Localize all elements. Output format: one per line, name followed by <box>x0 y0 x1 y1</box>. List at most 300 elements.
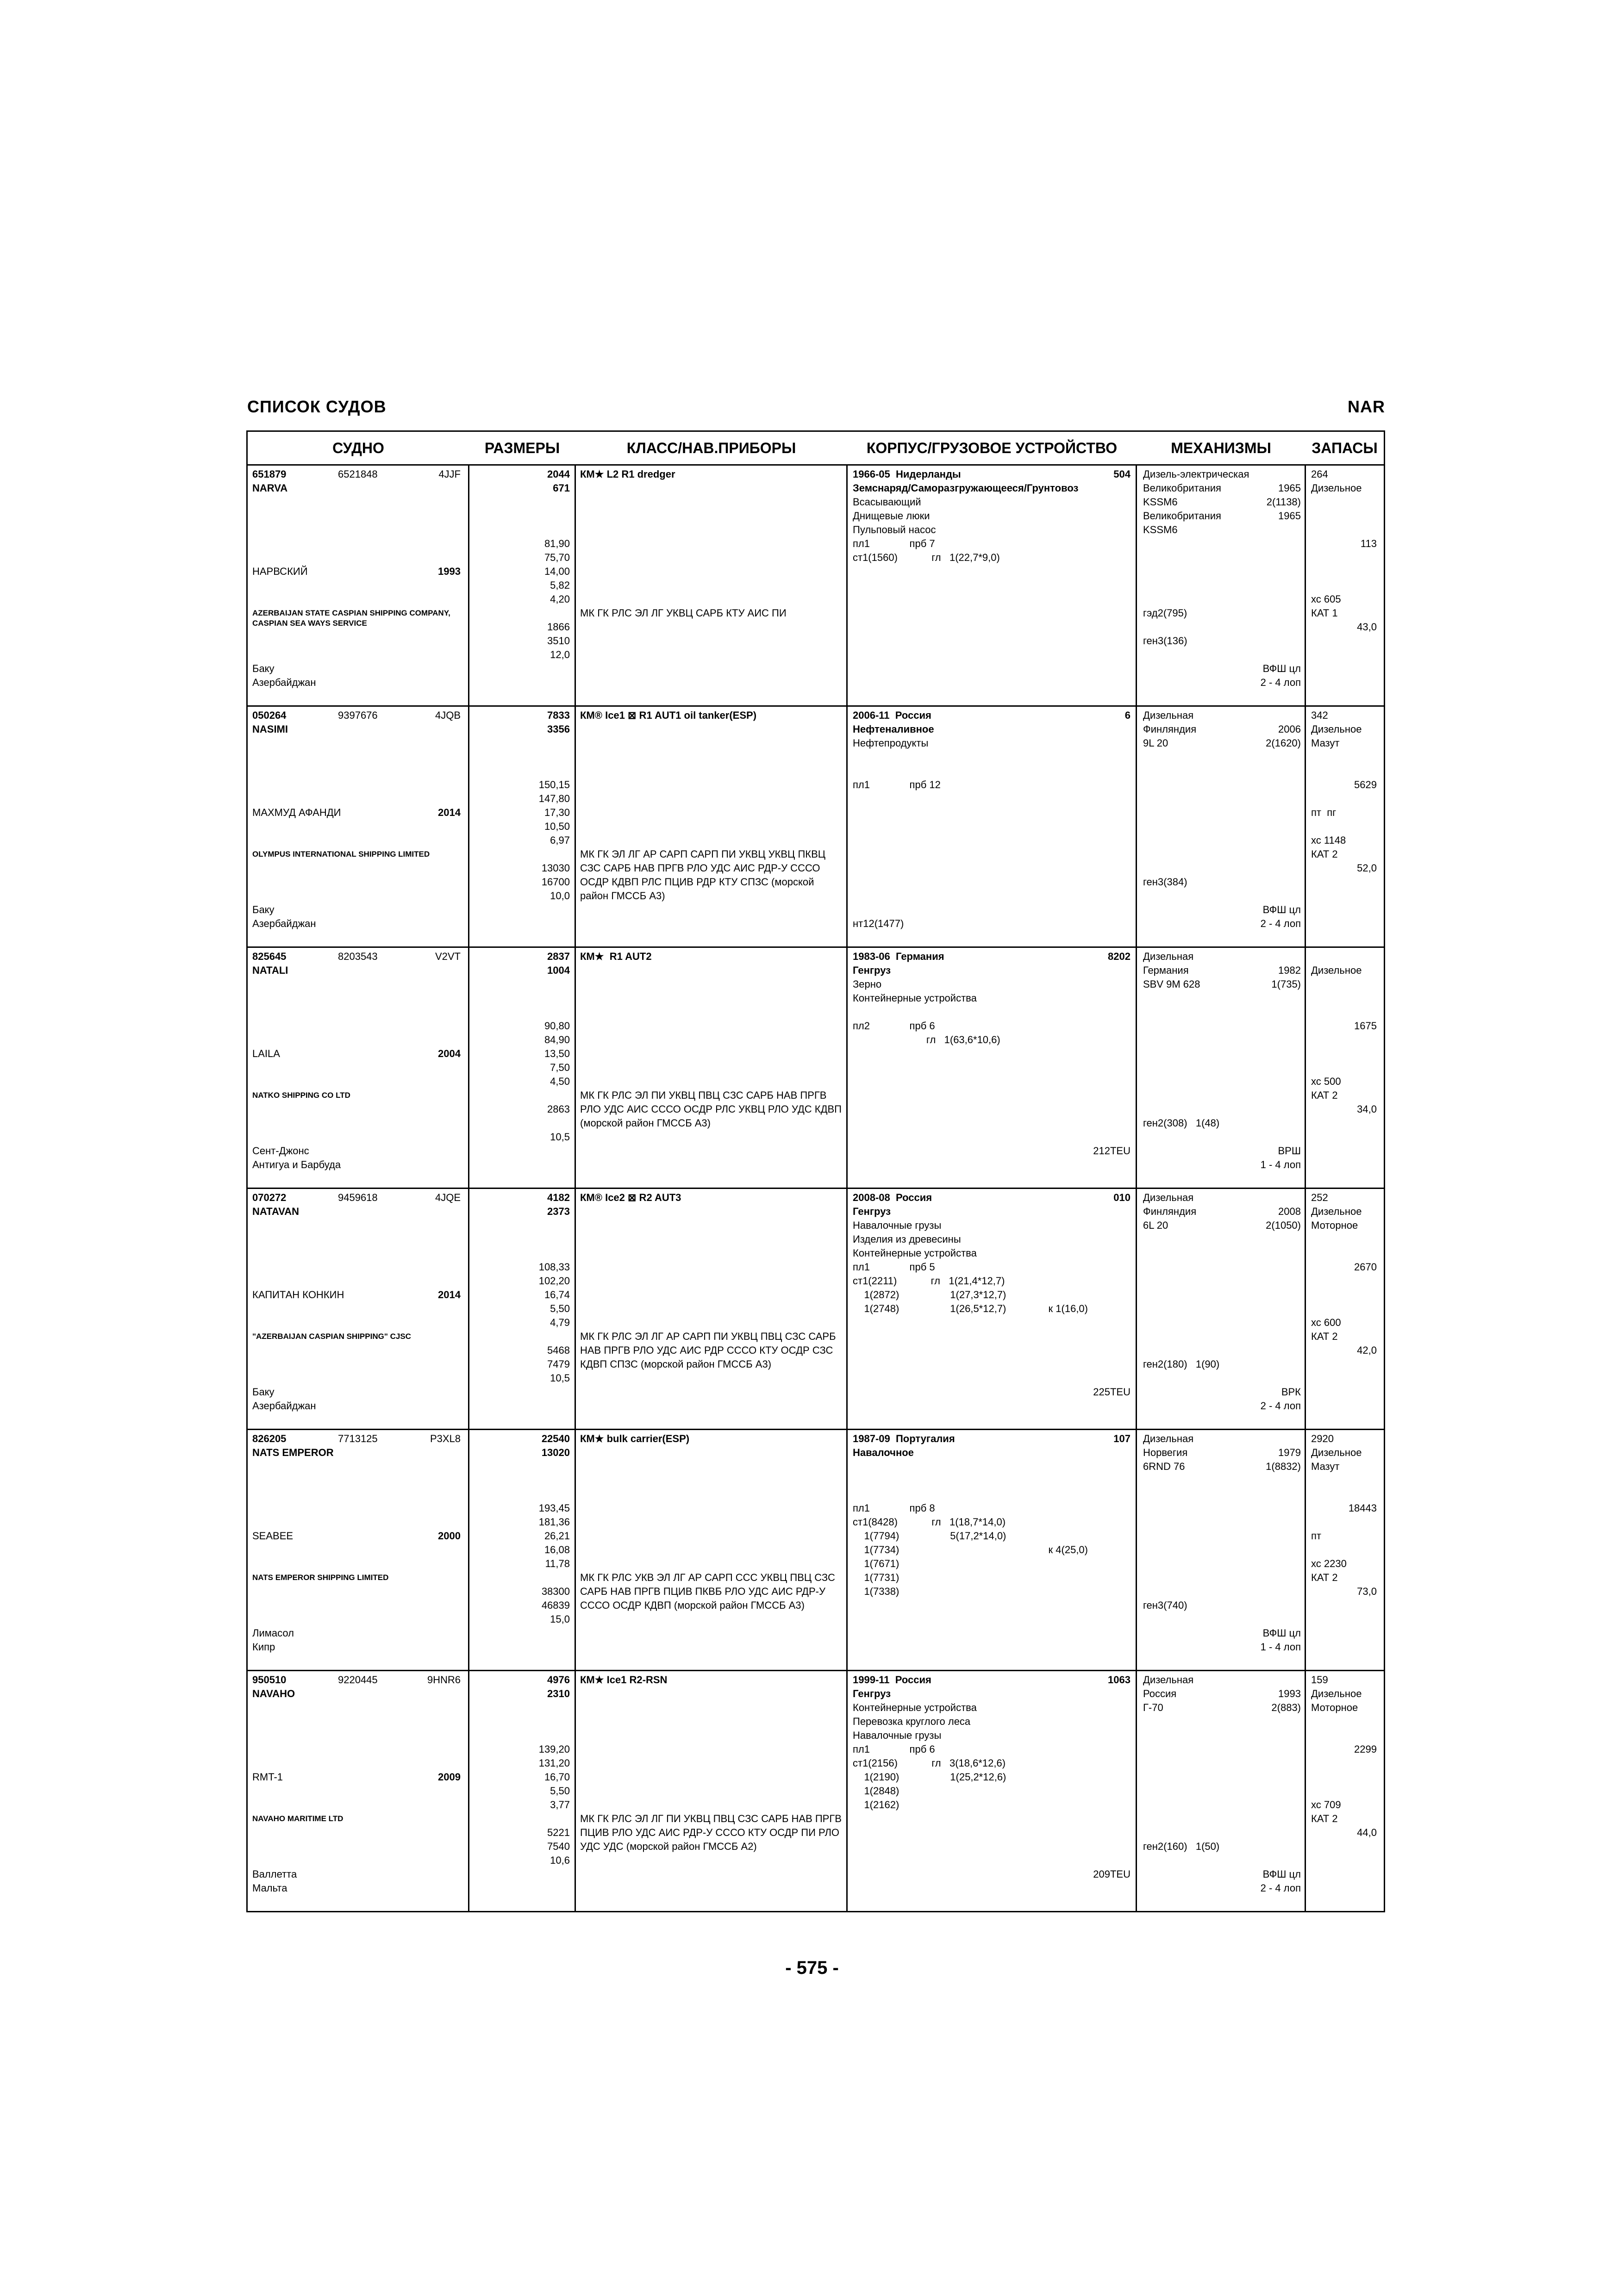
propeller-blades: 1 - 4 лоп <box>1260 1159 1301 1170</box>
engine-line: Г-70 <box>1143 1702 1163 1713</box>
page-number: - 575 - <box>785 1958 839 1978</box>
supply-line: 18443 <box>1348 1502 1377 1514</box>
registry-number: 826205 <box>252 1433 287 1444</box>
engine-value: 1979 <box>1278 1447 1301 1458</box>
class-notation: КМ★ L2 R1 dredger <box>580 468 675 480</box>
hull-cargo-line: ст1(1560) гл 1(22,7*9,0) <box>853 552 1000 563</box>
ship-entry <box>248 705 1384 946</box>
owner-name: "AZERBAIJAN CASPIAN SHIPPING" CJSC <box>252 1332 411 1341</box>
generator-line: ген3(384) <box>1143 876 1187 888</box>
yard-number: 8202 <box>1108 951 1131 962</box>
supply-line: 2920 <box>1311 1433 1334 1444</box>
imo-number: 9459618 <box>338 1192 378 1203</box>
hull-cargo-line: пл2 прб 6 <box>853 1020 935 1032</box>
engine-value: 1993 <box>1278 1688 1301 1699</box>
home-port: Баку <box>252 1386 275 1398</box>
home-port: Баку <box>252 663 275 674</box>
dimension-value: 75,70 <box>544 552 570 563</box>
former-name-year: 2009 <box>438 1771 461 1783</box>
supply-line: 2299 <box>1354 1743 1377 1755</box>
engine-value: 1965 <box>1278 510 1301 522</box>
hull-cargo-line: 1(2190) 1(25,2*12,6) <box>853 1771 1006 1783</box>
generator-line: ген3(136) <box>1143 635 1187 647</box>
column-divider <box>846 707 848 946</box>
ship-name: NATALI <box>252 964 288 976</box>
former-name: LAILA <box>252 1048 280 1059</box>
dimension-value: 22540 <box>541 1433 570 1444</box>
supply-line: 113 <box>1360 538 1377 549</box>
generator-line: ген3(740) <box>1143 1599 1187 1611</box>
column-divider <box>1305 466 1306 705</box>
column-divider <box>846 466 848 705</box>
engine-value: 1(8832) <box>1266 1461 1301 1472</box>
dimension-value: 147,80 <box>538 793 570 804</box>
supply-line: Моторное <box>1311 1702 1358 1713</box>
dimension-value: 102,20 <box>538 1275 570 1287</box>
engine-line: Великобритания <box>1143 510 1221 522</box>
column-hull-cargo-header: КОРПУС/ГРУЗОВОЕ УСТРОЙСТВО <box>866 440 1118 456</box>
entries-container <box>248 466 1384 1911</box>
supply-line: 1675 <box>1354 1020 1377 1032</box>
ship-name: NATAVAN <box>252 1206 300 1217</box>
dimension-value: 13,50 <box>544 1048 570 1059</box>
flag-country: Мальта <box>252 1882 287 1894</box>
dimension-value: 5468 <box>547 1344 570 1356</box>
column-divider <box>1305 1430 1306 1670</box>
column-header-row <box>248 432 1384 466</box>
hull-cargo-line: Навалочное <box>853 1447 914 1458</box>
dimension-value: 26,21 <box>544 1530 570 1542</box>
dimension-value: 3356 <box>547 723 570 735</box>
former-name-year: 2004 <box>438 1048 461 1059</box>
registry-number: 651879 <box>252 468 287 480</box>
hull-cargo-line: ст1(2156) гл 3(18,6*12,6) <box>853 1757 1006 1769</box>
dimension-value: 139,20 <box>538 1743 570 1755</box>
supply-line: Мазут <box>1311 1461 1340 1472</box>
dimension-value: 2863 <box>547 1103 570 1115</box>
dimension-value: 84,90 <box>544 1034 570 1045</box>
engine-value: 1982 <box>1278 964 1301 976</box>
crane-info: к 1(16,0) <box>1048 1303 1088 1314</box>
supply-line: хс 2230 <box>1311 1558 1347 1569</box>
propeller-type: ВФШ цл <box>1262 1868 1301 1880</box>
dimension-value: 671 <box>553 482 570 494</box>
imo-number: 8203543 <box>338 951 378 962</box>
hull-cargo-line: ст1(2211) гл 1(21,4*12,7) <box>853 1275 1005 1287</box>
yard-number: 504 <box>1113 468 1131 480</box>
owner-name: NAVAHO MARITIME LTD <box>252 1814 344 1823</box>
dimension-value: 16,74 <box>544 1289 570 1300</box>
supply-line: 44,0 <box>1357 1827 1377 1838</box>
engine-value: 2(1138) <box>1266 496 1301 508</box>
former-name: SEABEE <box>252 1530 294 1542</box>
hull-cargo-line: Нефтеналивное <box>853 723 934 735</box>
supply-line: Дизельное <box>1311 1206 1362 1217</box>
dimension-value: 4,79 <box>550 1317 570 1328</box>
hull-extra-line: нт12(1477) <box>853 918 904 929</box>
dimension-value: 5,50 <box>550 1785 570 1797</box>
dimension-value: 12,0 <box>550 649 570 660</box>
supply-line: 5629 <box>1354 779 1377 790</box>
column-divider <box>1305 707 1306 946</box>
engine-value: 2(1050) <box>1266 1220 1301 1231</box>
column-divider <box>575 948 576 1188</box>
hull-cargo-line: Генгруз <box>853 1206 891 1217</box>
engine-line: Дизельная <box>1143 1674 1194 1686</box>
hull-cargo-line: Генгруз <box>853 964 891 976</box>
dimension-value: 5,82 <box>550 579 570 591</box>
dimension-value: 5221 <box>547 1827 570 1838</box>
propeller-type: ВФШ цл <box>1262 663 1301 674</box>
former-name: КАПИТАН КОНКИН <box>252 1289 344 1300</box>
call-sign: P3XL8 <box>430 1433 461 1444</box>
owner-name: NATKO SHIPPING CO LTD <box>252 1091 350 1100</box>
yard-number: 010 <box>1113 1192 1131 1203</box>
engine-line: KSSM6 <box>1143 524 1178 535</box>
call-sign: 9HNR6 <box>427 1674 461 1686</box>
dimension-value: 10,6 <box>550 1854 570 1866</box>
flag-country: Азербайджан <box>252 677 316 688</box>
engine-line: Дизельная <box>1143 1433 1194 1444</box>
home-port: Лимасол <box>252 1627 294 1639</box>
build-year-country: 1999-11 Россия <box>853 1674 931 1686</box>
engine-line: 6L 20 <box>1143 1220 1168 1231</box>
column-divider <box>575 1671 576 1911</box>
registry-number: 950510 <box>252 1674 287 1686</box>
supply-line: Дизельное <box>1311 482 1362 494</box>
supply-line: пт пг <box>1311 807 1337 818</box>
flag-country: Кипр <box>252 1641 275 1653</box>
yard-number: 6 <box>1124 709 1131 721</box>
hull-cargo-line: пл1 прб 8 <box>853 1502 935 1514</box>
dimension-value: 13020 <box>541 1447 570 1458</box>
propeller-blades: 1 - 4 лоп <box>1260 1641 1301 1653</box>
supply-line: хс 600 <box>1311 1317 1341 1328</box>
supply-line: хс 1148 <box>1311 834 1346 846</box>
flag-country: Антигуа и Барбуда <box>252 1159 341 1170</box>
home-port: Сент-Джонс <box>252 1145 309 1157</box>
hull-cargo-line: пл1 прб 6 <box>853 1743 935 1755</box>
dimension-value: 10,0 <box>550 890 570 902</box>
dimension-value: 16,08 <box>544 1544 570 1556</box>
owner-name: OLYMPUS INTERNATIONAL SHIPPING LIMITED <box>252 850 430 859</box>
dimension-value: 193,45 <box>538 1502 570 1514</box>
hull-cargo-line: 1(2162) <box>853 1799 899 1811</box>
imo-number: 6521848 <box>338 468 378 480</box>
registry-number: 050264 <box>252 709 287 721</box>
engine-value: 1(735) <box>1271 978 1301 990</box>
supply-line: 159 <box>1311 1674 1328 1686</box>
class-notation: КМ★ R1 AUT2 <box>580 951 652 962</box>
former-name: RMT-1 <box>252 1771 283 1783</box>
hull-cargo-line: пл1 прб 12 <box>853 779 941 790</box>
section-code: NAR <box>1348 397 1385 416</box>
hull-cargo-line: 1(7338) <box>853 1586 899 1597</box>
supply-line: хс 605 <box>1311 593 1341 605</box>
engine-value: 2008 <box>1278 1206 1301 1217</box>
supply-line: 34,0 <box>1357 1103 1377 1115</box>
nav-equipment: МК ГК РЛС УКВ ЭЛ ЛГ АР САРП ССС УКВЦ ПВЦ СЗС САРБ НАВ ПРГВ ПЦИВ ПКВБ РЛО УДС АИС РДР-У СССО ОСДР КДВП (морской район ГМССБ А3) <box>580 1572 835 1611</box>
class-notation: КМ® Ice2 ⊠ R2 AUT3 <box>580 1192 681 1203</box>
hull-cargo-line: Контейнерные устройства <box>853 1702 977 1713</box>
dimension-value: 38300 <box>541 1586 570 1597</box>
engine-line: Дизельная <box>1143 1192 1194 1203</box>
dimension-value: 15,0 <box>550 1613 570 1625</box>
owner-name: NATS EMPEROR SHIPPING LIMITED <box>252 1573 389 1582</box>
hull-cargo-line: Изделия из древесины <box>853 1233 961 1245</box>
engine-line: Германия <box>1143 964 1189 976</box>
supply-line: КАТ 2 <box>1311 1813 1338 1824</box>
container-capacity: 212TEU <box>1093 1145 1131 1157</box>
dimension-value: 4182 <box>547 1192 570 1203</box>
propeller-blades: 2 - 4 лоп <box>1260 1400 1301 1412</box>
nav-equipment: МК ГК ЭЛ ЛГ АР САРП САРП ПИ УКВЦ УКВЦ ПКВЦ СЗС САРБ НАВ ПРГВ РЛО УДС АИС РДР-У СССО ОСДР КДВП РЛС ПЦИВ РДР КТУ СПЗС (морской район ГМССБ А3) <box>580 848 826 902</box>
column-divider <box>575 1189 576 1429</box>
propeller-type: ВРШ <box>1278 1145 1301 1157</box>
former-name-year: 1993 <box>438 566 461 577</box>
hull-cargo-line: 1(7734) <box>853 1544 899 1556</box>
build-year-country: 2008-08 Россия <box>853 1192 932 1203</box>
dimension-value: 14,00 <box>544 566 570 577</box>
generator-line: ген2(180) 1(90) <box>1143 1358 1220 1370</box>
former-name: НАРВСКИЙ <box>252 566 308 577</box>
supply-line: КАТ 2 <box>1311 1331 1338 1342</box>
hull-cargo-line: Днищевые люки <box>853 510 930 522</box>
supply-line: 42,0 <box>1357 1344 1377 1356</box>
call-sign: 4JJF <box>438 468 461 480</box>
dimension-value: 3510 <box>547 635 570 647</box>
engine-line: Финляндия <box>1143 1206 1197 1217</box>
build-year-country: 1966-05 Нидерланды <box>853 468 961 480</box>
supply-line: Мазут <box>1311 737 1340 749</box>
dimension-value: 7,50 <box>550 1062 570 1073</box>
engine-line: KSSM6 <box>1143 496 1178 508</box>
imo-number: 9220445 <box>338 1674 378 1686</box>
dimension-value: 13030 <box>541 862 570 874</box>
hull-cargo-line: ст1(8428) гл 1(18,7*14,0) <box>853 1516 1006 1528</box>
engine-value: 2(1620) <box>1266 737 1301 749</box>
hull-cargo-line: Земснаряд/Саморазгружающееся/Грунтовоз <box>853 482 1079 494</box>
hull-cargo-line: гл 1(63,6*10,6) <box>853 1034 1000 1045</box>
dimension-value: 16,70 <box>544 1771 570 1783</box>
dimension-value: 10,50 <box>544 821 570 832</box>
ship-name: NAVAHO <box>252 1688 295 1699</box>
supply-line: 43,0 <box>1357 621 1377 633</box>
dimension-value: 108,33 <box>538 1261 570 1273</box>
supply-line: КАТ 2 <box>1311 848 1338 860</box>
dimension-value: 4,20 <box>550 593 570 605</box>
call-sign: V2VT <box>435 951 461 962</box>
engine-line: Финляндия <box>1143 723 1197 735</box>
dimension-value: 10,5 <box>550 1372 570 1384</box>
ship-name: NATS EMPEROR <box>252 1447 334 1458</box>
registry-number: 070272 <box>252 1192 287 1203</box>
imo-number: 9397676 <box>338 709 378 721</box>
former-name-year: 2014 <box>438 807 461 818</box>
hull-cargo-line: Пульповый насос <box>853 524 936 535</box>
ship-name: NARVA <box>252 482 288 494</box>
propeller-type: ВФШ цл <box>1262 1627 1301 1639</box>
dimension-value: 2837 <box>547 951 570 962</box>
dimension-value: 5,50 <box>550 1303 570 1314</box>
dimension-value: 181,36 <box>538 1516 570 1528</box>
nav-equipment: МК ГК РЛС ЭЛ ЛГ АР САРП ПИ УКВЦ ПВЦ СЗС САРБ НАВ ПРГВ РЛО УДС АИС РДР СССО КТУ ОСДР СЗС КДВП СПЗС (морской район ГМССБ А3) <box>580 1331 836 1370</box>
dimension-value: 81,90 <box>544 538 570 549</box>
column-divider <box>1305 1671 1306 1911</box>
hull-cargo-line: 1(2848) <box>853 1785 899 1797</box>
hull-cargo-line: пл1 прб 7 <box>853 538 935 549</box>
hull-cargo-line: 1(2872) 1(27,3*12,7) <box>853 1289 1006 1300</box>
former-name-year: 2000 <box>438 1530 461 1542</box>
flag-country: Азербайджан <box>252 1400 316 1412</box>
dimension-value: 17,30 <box>544 807 570 818</box>
dimension-value: 7479 <box>547 1358 570 1370</box>
crane-info: к 4(25,0) <box>1048 1544 1088 1556</box>
dimension-value: 7540 <box>547 1841 570 1852</box>
supply-line: 342 <box>1311 709 1328 721</box>
registry-number: 825645 <box>252 951 287 962</box>
build-year-country: 1983-06 Германия <box>853 951 944 962</box>
supply-line: Дизельное <box>1311 1447 1362 1458</box>
supply-line: хс 709 <box>1311 1799 1341 1811</box>
dimension-value: 4976 <box>547 1674 570 1686</box>
home-port: Баку <box>252 904 275 915</box>
former-name: МАХМУД АФАНДИ <box>252 807 341 818</box>
ship-entry <box>248 1429 1384 1670</box>
engine-value: 2(883) <box>1271 1702 1301 1713</box>
dimension-value: 4,50 <box>550 1076 570 1087</box>
column-divider <box>575 1430 576 1670</box>
propeller-type: ВРК <box>1281 1386 1301 1398</box>
dimension-value: 1004 <box>547 964 570 976</box>
engine-line: Россия <box>1143 1688 1177 1699</box>
dimension-value: 7833 <box>547 709 570 721</box>
hull-cargo-line: Навалочные грузы <box>853 1220 942 1231</box>
hull-cargo-line: Контейнерные устройства <box>853 992 977 1004</box>
imo-number: 7713125 <box>338 1433 378 1444</box>
supply-line: 252 <box>1311 1192 1328 1203</box>
dimension-value: 46839 <box>541 1599 570 1611</box>
supply-line: Моторное <box>1311 1220 1358 1231</box>
call-sign: 4JQB <box>435 709 461 721</box>
hull-cargo-line: Нефтепродукты <box>853 737 929 749</box>
class-notation: КМ® Ice1 ⊠ R1 AUT1 oil tanker(ESP) <box>580 709 757 721</box>
supply-line: 2670 <box>1354 1261 1377 1273</box>
dimension-value: 2373 <box>547 1206 570 1217</box>
engine-value: 1965 <box>1278 482 1301 494</box>
supply-line: пт <box>1311 1530 1321 1542</box>
engine-line: 6RND 76 <box>1143 1461 1185 1472</box>
build-year-country: 1987-09 Португалия <box>853 1433 955 1444</box>
supply-line: Дизельное <box>1311 1688 1362 1699</box>
dimension-value: 11,78 <box>545 1558 570 1569</box>
generator-line: ген2(160) 1(50) <box>1143 1841 1220 1852</box>
column-divider <box>575 466 576 705</box>
container-capacity: 225TEU <box>1093 1386 1131 1398</box>
dimension-value: 90,80 <box>544 1020 570 1032</box>
column-divider <box>575 707 576 946</box>
flag-country: Азербайджан <box>252 918 316 929</box>
column-dimensions-header: РАЗМЕРЫ <box>484 440 560 456</box>
hull-cargo-line: 1(2748) 1(26,5*12,7) <box>853 1303 1006 1314</box>
class-notation: КМ★ bulk carrier(ESP) <box>580 1433 690 1444</box>
generator-line: ген2(308) 1(48) <box>1143 1117 1220 1129</box>
engine-line: Дизельная <box>1143 951 1194 962</box>
hull-cargo-line: пл1 прб 5 <box>853 1261 935 1273</box>
call-sign: 4JQE <box>435 1192 461 1203</box>
generator-line: гэд2(795) <box>1143 607 1187 619</box>
page-title: СПИСОК СУДОВ <box>247 397 387 416</box>
supply-line: 264 <box>1311 468 1328 480</box>
column-vessel-header: СУДНО <box>332 440 384 456</box>
supply-line: КАТ 1 <box>1311 607 1338 619</box>
hull-cargo-line: Контейнерные устройства <box>853 1247 977 1259</box>
nav-equipment: МК ГК РЛС ЭЛ ПИ УКВЦ ПВЦ СЗС САРБ НАВ ПРГВ РЛО УДС АИС СССО ОСДР РЛС УКВЦ РЛО УДС КДВП (морской район ГМССБ А3) <box>580 1089 842 1129</box>
nav-equipment: МК ГК РЛС ЭЛ ЛГ УКВЦ САРБ КТУ АИС ПИ <box>580 607 787 619</box>
engine-line: 9L 20 <box>1143 737 1168 749</box>
dimension-value: 150,15 <box>538 779 570 790</box>
hull-cargo-line: Всасывающий <box>853 496 921 508</box>
home-port: Валлетта <box>252 1868 297 1880</box>
supply-line: КАТ 2 <box>1311 1572 1338 1583</box>
engine-line: Великобритания <box>1143 482 1221 494</box>
nav-equipment: МК ГК РЛС ЭЛ ЛГ ПИ УКВЦ ПВЦ СЗС САРБ НАВ ПРГВ ПЦИВ РЛО УДС АИС РДР-У СССО КТУ ОСДР ПИ РЛО УДС УДС (морской район ГМССБ А2) <box>580 1813 842 1852</box>
column-supplies-header: ЗАПАСЫ <box>1312 440 1378 456</box>
dimension-value: 131,20 <box>538 1757 570 1769</box>
propeller-blades: 2 - 4 лоп <box>1260 1882 1301 1894</box>
hull-cargo-line: 1(7794) 5(17,2*14,0) <box>853 1530 1006 1542</box>
engine-line: Дизельная <box>1143 709 1194 721</box>
hull-cargo-line: Навалочные грузы <box>853 1730 942 1741</box>
supply-line: хс 500 <box>1311 1076 1341 1087</box>
ship-entry <box>248 1188 1384 1429</box>
hull-cargo-line: Генгруз <box>853 1688 891 1699</box>
ship-entry <box>248 1670 1384 1911</box>
ship-name: NASIMI <box>252 723 288 735</box>
supply-line: 52,0 <box>1357 862 1377 874</box>
ship-register-table <box>246 430 1385 1912</box>
dimension-value: 6,97 <box>550 834 570 846</box>
dimension-value: 16700 <box>541 876 570 888</box>
owner-name: AZERBAIJAN STATE CASPIAN SHIPPING COMPANY, CASPIAN SEA WAYS SERVICE <box>252 609 450 628</box>
supply-line: КАТ 2 <box>1311 1089 1338 1101</box>
hull-cargo-line: 1(7671) <box>853 1558 899 1569</box>
dimension-value: 2044 <box>547 468 570 480</box>
column-class-nav-header: КЛАСС/НАВ.ПРИБОРЫ <box>626 440 796 456</box>
supply-line: Дизельное <box>1311 964 1362 976</box>
supply-line: 73,0 <box>1357 1586 1377 1597</box>
yard-number: 1063 <box>1108 1674 1131 1686</box>
dimension-value: 10,5 <box>550 1131 570 1143</box>
hull-cargo-line: 1(7731) <box>853 1572 899 1583</box>
engine-value: 2006 <box>1278 723 1301 735</box>
supply-line: Дизельное <box>1311 723 1362 735</box>
engine-line: Дизель-электрическая <box>1143 468 1249 480</box>
dimension-value: 1866 <box>547 621 570 633</box>
build-year-country: 2006-11 Россия <box>853 709 931 721</box>
propeller-type: ВФШ цл <box>1262 904 1301 915</box>
ship-entry <box>248 466 1384 705</box>
propeller-blades: 2 - 4 лоп <box>1260 918 1301 929</box>
engine-line: Норвегия <box>1143 1447 1188 1458</box>
ship-entry <box>248 946 1384 1188</box>
hull-cargo-line: Перевозка круглого леса <box>853 1716 971 1727</box>
yard-number: 107 <box>1113 1433 1131 1444</box>
propeller-blades: 2 - 4 лоп <box>1260 677 1301 688</box>
container-capacity: 209TEU <box>1093 1868 1131 1880</box>
former-name-year: 2014 <box>438 1289 461 1300</box>
hull-cargo-line: Зерно <box>853 978 882 990</box>
